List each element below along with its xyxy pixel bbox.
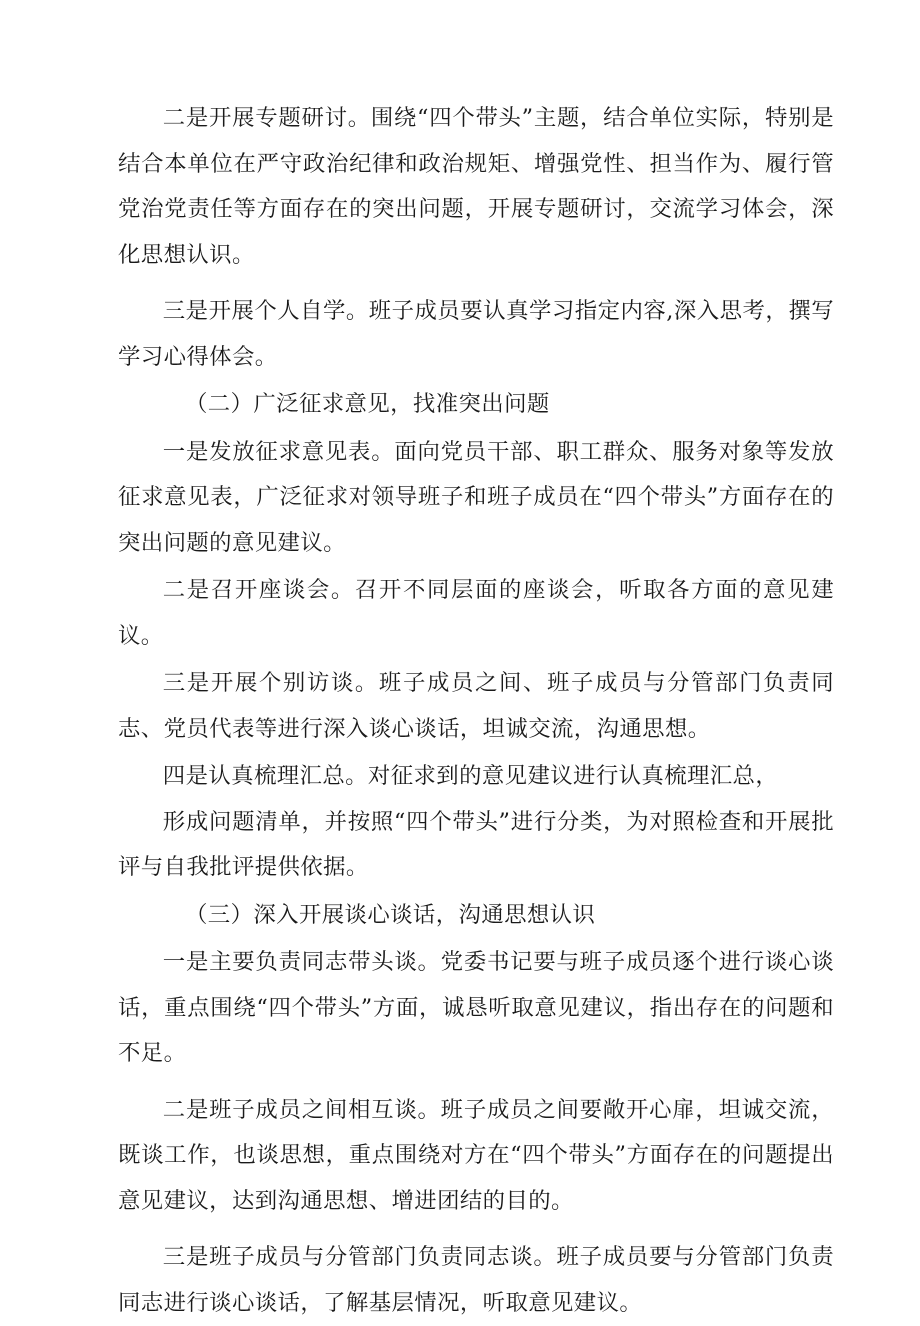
document-body <box>118 96 834 1326</box>
paragraph-department-talk: 三是班子成员与分管部门负责同志谈。班子成员要与分管部门负责同志进行谈心谈话，了解基层情况，听取意见建议。 <box>118 1244 834 1316</box>
paragraph-study-seminar: 二是开展专题研讨。围绕“四个带头”主题，结合单位实际，特别是结合本单位在严守政治纪律和政治规矩、增强党性、担当作为、履行管党治党责任等方面存在的突出问题，开展专题研讨，交流学习体会，深化思想认识。 <box>118 105 834 268</box>
paragraph-symposium: 二是召开座谈会。召开不同层面的座谈会，听取各方面的意见建议。 <box>118 577 834 649</box>
paragraph-leader-talk: 一是主要负责同志带头谈。党委书记要与班子成员逐个进行谈心谈话，重点围绕“四个带头”方面，诚恳听取意见建议，指出存在的问题和不足。 <box>118 949 834 1066</box>
paragraph-summary: 四是认真梳理汇总。对征求到的意见建议进行认真梳理汇总， <box>162 763 779 789</box>
paragraph-problem-list: 形成问题清单，并按照“四个带头”进行分类，为对照检查和开展批评与自我批评提供依据。 <box>118 808 834 880</box>
paragraph-mutual-talk: 二是班子成员之间相互谈。班子成员之间要敞开心扉，坦诚交流，既谈工作，也谈思想，重点围绕对方在“四个带头”方面存在的问题提出意见建议，达到沟通思想、增进团结的目的。 <box>118 1096 834 1214</box>
section-heading-3: （三）深入开展谈心谈话，沟通思想认识 <box>185 901 596 928</box>
section-heading-2: （二）广泛征求意见，找准突出问题 <box>185 391 550 417</box>
paragraph-opinion-form: 一是发放征求意见表。面向党员干部、职工群众、服务对象等发放征求意见表，广泛征求对领导班子和班子成员在“四个带头”方面存在的突出问题的意见建议。 <box>118 438 834 556</box>
paragraph-interviews: 三是开展个别访谈。班子成员之间、班子成员与分管部门负责同志、党员代表等进行深入谈心谈话，坦诚交流，沟通思想。 <box>118 670 834 742</box>
paragraph-self-study: 三是开展个人自学。班子成员要认真学习指定内容,深入思考，撰写学习心得体会。 <box>118 298 834 370</box>
